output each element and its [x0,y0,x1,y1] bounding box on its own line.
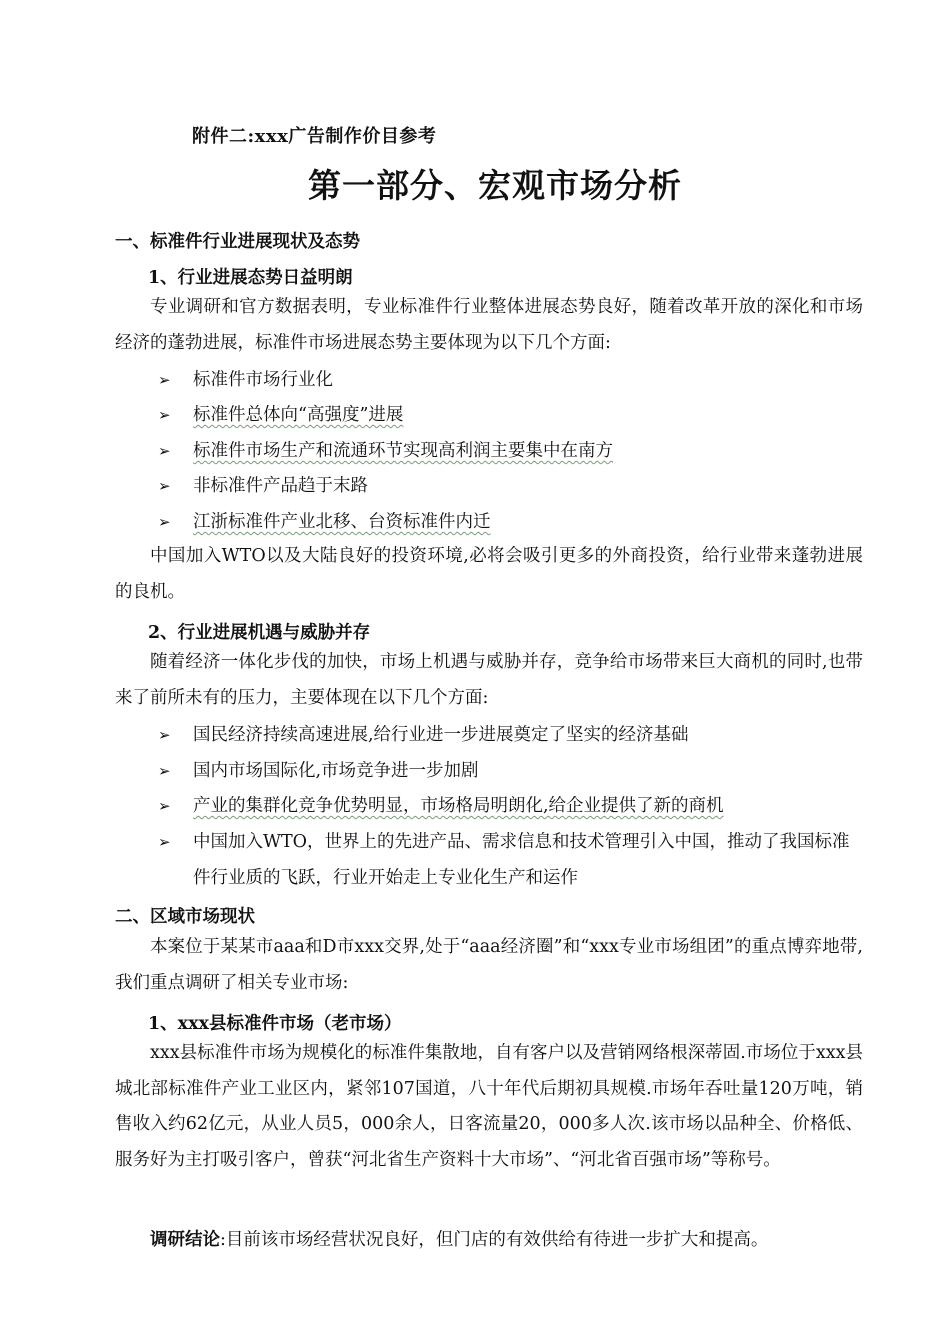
section1-sub1-intro: 专业调研和官方数据表明，专业标准件行业整体进展态势良好，随着改革开放的深化和市场经济的蓬勃进展，标准件市场进展态势主要体现为以下几个方面: [115,297,863,353]
list-item-text: 江浙标准件产业北移、台资标准件内迁 [193,512,491,532]
arrow-bullet-icon: ➢ [158,442,171,460]
arrow-bullet-icon: ➢ [158,762,171,780]
conclusion-paragraph [115,1223,863,1259]
list-item-text: 国民经济持续高速进展,给行业进一步进展奠定了坚实的经济基础 [193,725,689,745]
list-item-text: 产业的集群化竞争优势明显，市场格局明朗化,给企业提供了新的商机 [193,796,724,816]
section1-heading: 一、标准件行业进展现状及态势 [115,232,360,252]
part-title: 第一部分、宏观市场分析 [308,166,682,205]
section1-sub2-heading: 2、行业进展机遇与威胁并存 [148,623,371,643]
arrow-bullet-icon: ➢ [158,833,171,851]
section2-sub1-body: xxx县标准件市场为规模化的标准件集散地，自有客户以及营销网络根深蒂固.市场位于xxx县城北部标准件产业工业区内，紧邻107国道，八十年代后期初具规模.市场年吞吐量120万吨，销售收入约62亿元，从业人员5，000余人，日客流量20，000多人次.该市场以品种全、价格低、服务好为主打吸引客户，曾获“河北省生产资料十大市场”、“河北省百强市场”等称号。 [115,1043,863,1170]
section1-sub1-heading: 1、行业进展态势日益明朗 [148,268,353,288]
list-item-text: 标准件市场生产和流通环节实现高利润主要集中在南方 [193,441,613,461]
section1-sub1-outro: 中国加入WTO以及大陆良好的投资环境,必将会吸引更多的外商投资，给行业带来蓬勃进展的良机。 [115,546,863,602]
arrow-bullet-icon: ➢ [158,371,171,389]
conclusion-label: 调研结论 [150,1230,220,1250]
attachment-heading: 附件二:xxx广告制作价目参考 [192,126,437,147]
arrow-bullet-icon: ➢ [158,797,171,815]
section1-sub2-intro: 随着经济一体化步伐的加快，市场上机遇与威胁并存，竞争给市场带来巨大商机的同时,也带来了前所未有的压力，主要体现在以下几个方面: [115,652,863,708]
arrow-bullet-icon: ➢ [158,477,171,495]
list-item-text: 非标准件产品趋于末路 [193,476,368,496]
list-item-text: 标准件市场行业化 [193,370,333,390]
section2-heading: 二、区域市场现状 [115,907,255,927]
list-item-text: 国内市场国际化,市场竞争进一步加剧 [193,761,479,781]
conclusion-text: :目前该市场经营状况良好，但门店的有效供给有待进一步扩大和提高。 [220,1230,769,1250]
arrow-bullet-icon: ➢ [158,513,171,531]
list-item-text: 中国加入WTO，世界上的先进产品、需求信息和技术管理引入中国，推动了我国标准件行业质的飞跃，行业开始走上专业化生产和运作 [193,832,850,888]
list-item-text: 标准件总体向“高强度”进展 [193,405,404,425]
section2-sub1-heading: 1、xxx县标准件市场（老市场） [148,1014,402,1034]
arrow-bullet-icon: ➢ [158,726,171,744]
section2-intro: 本案位于某某市aaa和D市xxx交界,处于“aaa经济圈”和“xxx专业市场组团”的重点博弈地带,我们重点调研了相关专业市场: [115,937,863,993]
arrow-bullet-icon: ➢ [158,406,171,424]
